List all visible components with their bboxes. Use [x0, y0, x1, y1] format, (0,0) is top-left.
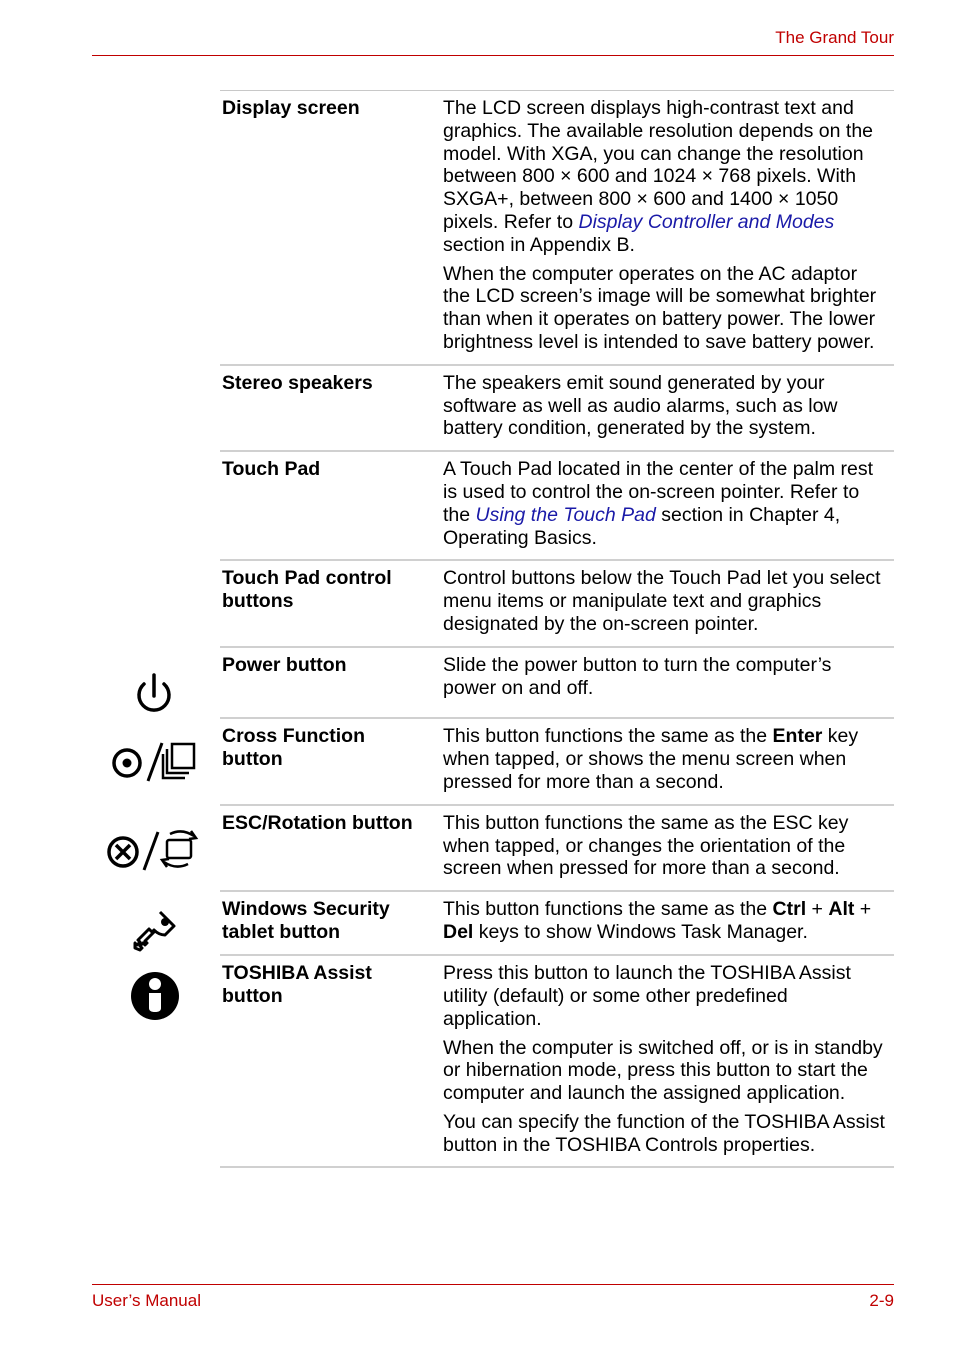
desc-windows-security-button: [443, 898, 894, 944]
term-stereo-speakers: Stereo speakers: [222, 371, 373, 394]
desc-touch-pad: [443, 458, 894, 549]
term-touch-pad: Touch Pad: [222, 458, 321, 481]
table-row-touch-pad: [220, 452, 894, 561]
term-power-button: Power button: [222, 653, 347, 676]
running-footer-title: User’s Manual: [92, 1291, 201, 1310]
term-cross-function-button: [220, 725, 443, 793]
desc-text: +: [854, 898, 872, 921]
table-row-stereo-speakers: [220, 366, 894, 452]
running-header: The Grand Tour: [775, 28, 894, 47]
term-line: tablet button: [222, 921, 341, 944]
desc-display-screen: [443, 97, 894, 354]
link-display-controller-and-modes[interactable]: Display Controller and Modes: [578, 210, 835, 233]
desc-text: This button functions the same as the: [443, 725, 773, 748]
footer-rule: [92, 1284, 894, 1285]
desc-text: The LCD screen displays high-contrast text and graphics. The available resolution depends on the model. With XGA, you can change the resolution between 800 × 600 and 1024 × 768 pixels. With SXGA+, between 800 × 600 and 1400 × 1050 pixels. Refer to: [443, 97, 874, 233]
desc-power-button: [443, 654, 894, 700]
table-row-toshiba-assist-button: [220, 956, 894, 1168]
component-table: [220, 90, 894, 1168]
desc-touch-pad-control-buttons: [443, 567, 894, 635]
table-row-cross-function-button: [220, 719, 894, 805]
link-using-the-touch-pad[interactable]: Using the Touch Pad: [475, 503, 656, 526]
cross-function-icon: [110, 740, 202, 784]
key-name-del: Del: [443, 920, 474, 943]
table-row-display-screen: [220, 91, 894, 366]
desc-text: This button functions the same as the: [443, 898, 773, 921]
term-line: Touch Pad control: [222, 567, 392, 590]
desc-text: keys to show Windows Task Manager.: [473, 920, 808, 943]
term-line: button: [222, 748, 283, 771]
term-line: button: [222, 985, 283, 1008]
desc-text: Press this button to launch the TOSHIBA Assist utility (default) or some other predefined application.: [443, 962, 851, 1030]
term-toshiba-assist-button: [220, 962, 443, 1156]
table-row-power-button: [220, 648, 894, 720]
term-line: TOSHIBA Assist: [222, 962, 372, 985]
table-row-esc-rotation-button: [220, 806, 894, 892]
key-name-alt: Alt: [828, 898, 855, 921]
desc-text: Slide the power button to turn the computer’s power on and off.: [443, 653, 832, 699]
key-name-ctrl: Ctrl: [772, 898, 807, 921]
term-line: Windows Security: [222, 898, 390, 921]
term-touch-pad-control-buttons: [220, 567, 443, 635]
header-rule: [92, 55, 894, 56]
desc-cross-function-button: [443, 725, 894, 793]
desc-text: The speakers emit sound generated by your software as well as audio alarms, such as low battery condition, generated by the system.: [443, 371, 838, 440]
key-icon: [132, 908, 178, 954]
desc-text: When the computer operates on the AC adaptor the LCD screen’s image will be somewhat brighter than when it operates on battery power. The lower brightness level is intended to save battery power.: [443, 262, 877, 353]
desc-text: +: [806, 898, 829, 921]
power-icon: [132, 672, 176, 720]
term-line: Cross Function: [222, 725, 366, 748]
desc-text: This button functions the same as the ESC key when tapped, or changes the orientation of the screen when pressed for more than a second.: [443, 811, 849, 880]
key-name-enter: Enter: [772, 725, 823, 748]
desc-text: key when tapped, or shows the menu screen when pressed for more than a second.: [443, 725, 859, 793]
desc-text: Control buttons below the Touch Pad let you select menu items or manipulate text and graphics designated by the on-screen pointer.: [443, 567, 881, 635]
term-windows-security-button: [220, 898, 443, 944]
desc-text: section in Chapter 4, Operating Basics.: [443, 503, 841, 549]
desc-text: section in Appendix B.: [443, 233, 635, 256]
term-display-screen: Display screen: [222, 97, 360, 119]
toshiba-assist-icon: [129, 970, 181, 1022]
table-row-windows-security-button: [220, 892, 894, 956]
term-esc-rotation-button: ESC/Rotation button: [222, 811, 413, 834]
esc-rotation-icon: [104, 826, 204, 874]
desc-text: You can specify the function of the TOSHIBA Assist button in the TOSHIBA Controls properties.: [443, 1110, 885, 1156]
page-number: 2-9: [869, 1291, 894, 1310]
term-line: buttons: [222, 590, 294, 613]
desc-text: A Touch Pad located in the center of the palm rest is used to control the on-screen pointer. Refer to the: [443, 458, 873, 526]
table-row-touch-pad-control-buttons: [220, 561, 894, 647]
desc-stereo-speakers: [443, 372, 894, 440]
desc-toshiba-assist-button: [443, 962, 894, 1156]
desc-text: When the computer is switched off, or is in standby or hibernation mode, press this button to start the computer and launch the assigned application.: [443, 1036, 883, 1105]
desc-esc-rotation-button: [443, 812, 894, 880]
